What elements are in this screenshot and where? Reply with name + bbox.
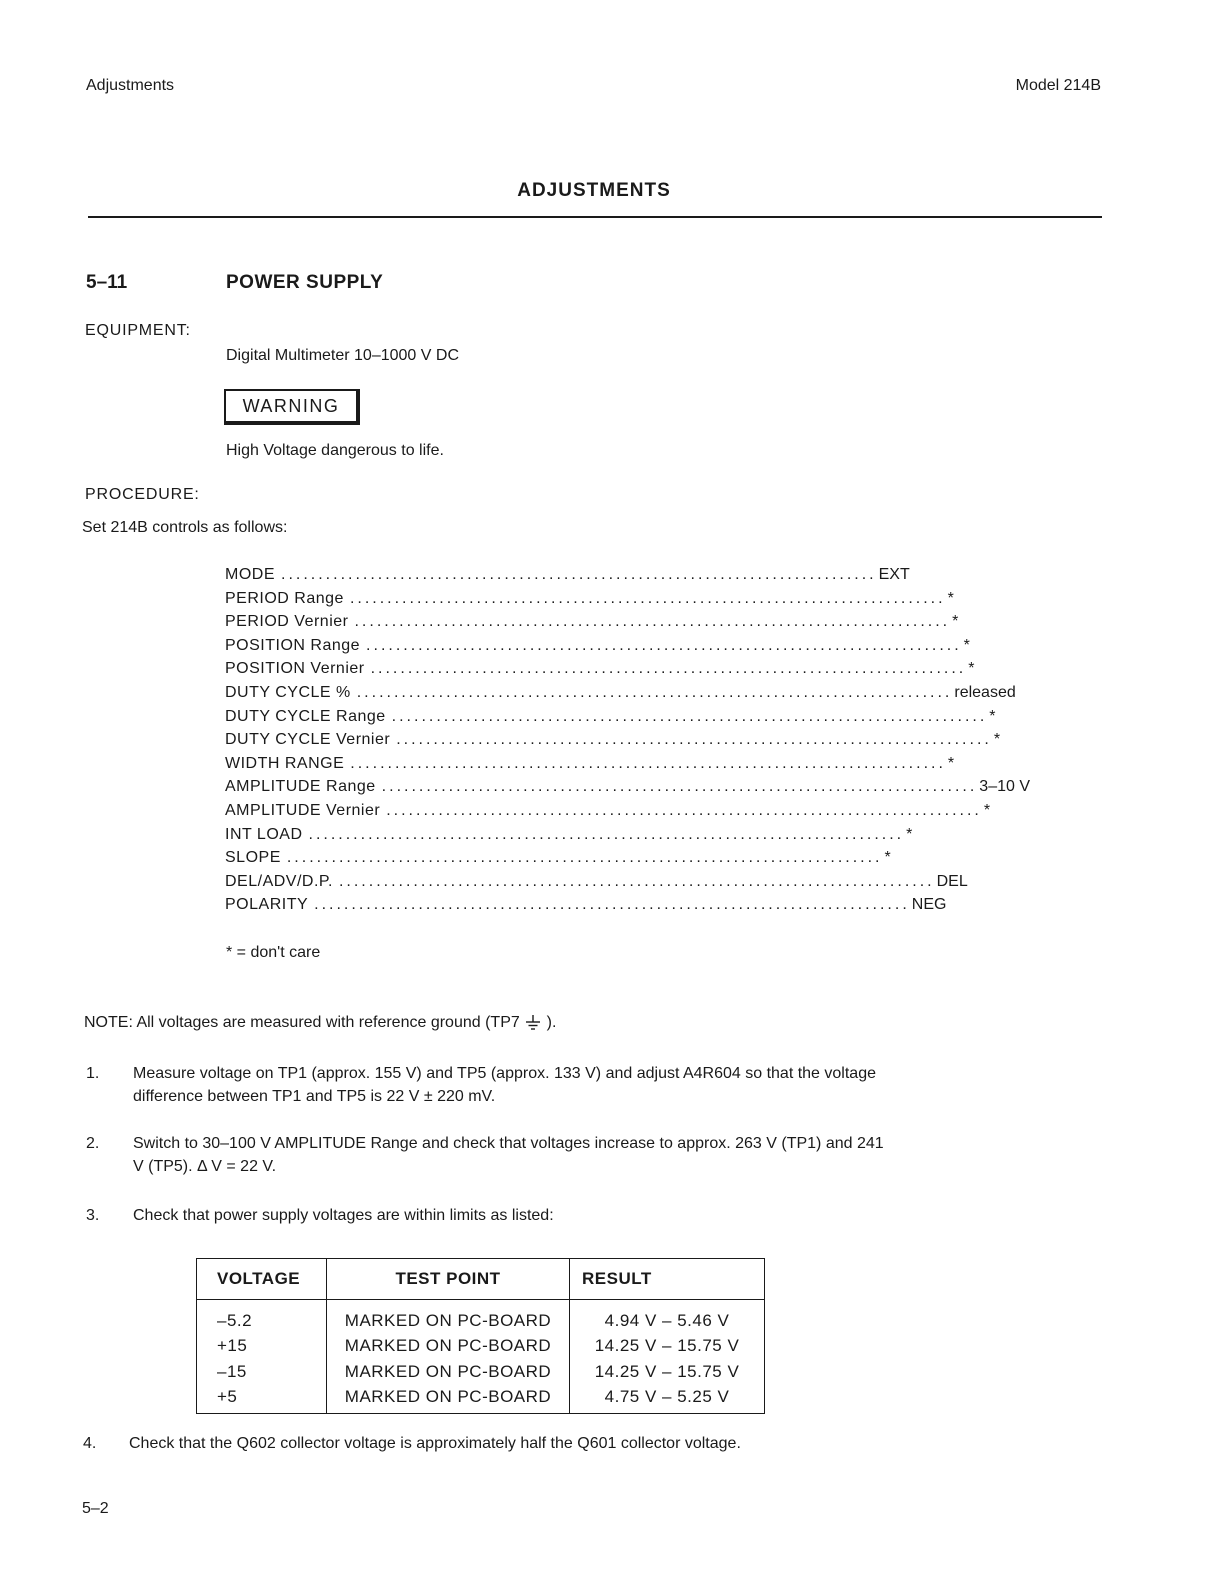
test-point-cell: MARKED ON PC-BOARD xyxy=(327,1359,570,1385)
control-row xyxy=(225,563,910,587)
control-row xyxy=(225,705,996,729)
table-row xyxy=(197,1334,765,1360)
control-value: * xyxy=(993,731,1001,749)
control-name: POSITION Vernier xyxy=(225,660,365,678)
column-header: RESULT xyxy=(570,1259,765,1300)
leader-dots: ................................................................................ xyxy=(349,589,946,607)
control-name: MODE xyxy=(225,566,275,583)
voltage-cell: +5 xyxy=(197,1385,327,1414)
section-title: POWER SUPPLY xyxy=(226,272,384,293)
note-suffix: ). xyxy=(546,1014,557,1032)
equipment-item: Digital Multimeter 10–1000 V DC xyxy=(226,347,459,364)
control-value: * xyxy=(963,636,970,654)
column-header: TEST POINT xyxy=(327,1259,570,1300)
step-text: Switch to 30–100 V AMPLITUDE Range and check that voltages increase to approx. 263 V (TP1) and 241 V (TP5). Δ V = 22 V. xyxy=(133,1135,884,1175)
step-text: Check that power supply voltages are within limits as listed: xyxy=(133,1207,554,1224)
warning-text: High Voltage dangerous to life. xyxy=(226,442,444,459)
table-row xyxy=(197,1300,765,1334)
control-name: AMPLITUDE Range xyxy=(225,778,376,796)
procedure-step xyxy=(83,1432,903,1458)
control-name: SLOPE xyxy=(225,849,281,867)
procedure-label: PROCEDURE: xyxy=(85,486,200,503)
procedure-step xyxy=(86,1132,906,1182)
control-row xyxy=(225,823,913,847)
result-cell: 14.25 V – 15.75 V xyxy=(570,1334,765,1360)
control-name: DUTY CYCLE % xyxy=(225,683,351,701)
control-settings-list xyxy=(225,563,1031,917)
page-title: ADJUSTMENTS xyxy=(517,180,671,201)
result-cell: 14.25 V – 15.75 V xyxy=(570,1359,765,1385)
control-row xyxy=(225,775,1031,799)
page-number: 5–2 xyxy=(82,1500,109,1517)
test-point-cell: MARKED ON PC-BOARD xyxy=(327,1334,570,1360)
control-row xyxy=(225,893,947,917)
control-value: DEL xyxy=(936,872,968,890)
title-divider xyxy=(88,216,1102,218)
control-name: AMPLITUDE Vernier xyxy=(225,801,381,819)
section-number: 5–11 xyxy=(86,272,128,293)
voltage-limits-table xyxy=(196,1258,765,1414)
control-name: PERIOD Range xyxy=(225,589,344,607)
step-number: 3. xyxy=(86,1207,100,1224)
control-name: PERIOD Vernier xyxy=(225,613,349,631)
control-row xyxy=(225,728,1001,752)
running-header-right: Model 214B xyxy=(1015,77,1101,94)
leader-dots: ................................................................................ xyxy=(381,778,978,796)
note-text: NOTE: All voltages are measured with reference ground (TP7 xyxy=(84,1014,520,1032)
control-row xyxy=(225,799,991,823)
control-value: * xyxy=(884,849,891,867)
leader-dots: ................................................................................ xyxy=(366,636,962,654)
control-name: WIDTH RANGE xyxy=(225,754,345,772)
dont-care-footnote: * = don't care xyxy=(226,944,321,961)
step-number: 1. xyxy=(86,1065,100,1082)
voltage-cell: –15 xyxy=(197,1359,327,1385)
test-point-cell: MARKED ON PC-BOARD xyxy=(327,1300,570,1334)
control-value: 3–10 V xyxy=(979,778,1031,796)
control-name: INT LOAD xyxy=(225,825,303,843)
column-header: VOLTAGE xyxy=(197,1259,327,1300)
procedure-step xyxy=(86,1062,906,1112)
leader-dots: ................................................................................ xyxy=(281,566,877,583)
voltage-cell: +15 xyxy=(197,1334,327,1360)
leader-dots: ................................................................................ xyxy=(396,731,992,749)
voltage-cell: –5.2 xyxy=(197,1300,327,1334)
step-number: 2. xyxy=(86,1135,100,1152)
table-header-row xyxy=(197,1259,765,1300)
control-name: DUTY CYCLE Range xyxy=(225,707,386,725)
control-row xyxy=(225,610,959,634)
control-row xyxy=(225,657,975,681)
result-cell: 4.75 V – 5.25 V xyxy=(570,1385,765,1414)
control-row xyxy=(225,870,968,894)
control-value: * xyxy=(947,589,954,607)
control-value: * xyxy=(989,707,996,725)
table-row xyxy=(197,1359,765,1385)
control-value: * xyxy=(947,754,955,772)
control-row xyxy=(225,846,891,870)
result-cell: 4.94 V – 5.46 V xyxy=(570,1300,765,1334)
leader-dots: ................................................................................ xyxy=(308,825,905,843)
procedure-step xyxy=(86,1204,906,1230)
step-text: Check that the Q602 collector voltage is approximately half the Q601 collector voltage. xyxy=(129,1435,741,1452)
leader-dots: ................................................................................ xyxy=(338,872,935,890)
control-value: * xyxy=(983,801,991,819)
procedure-intro: Set 214B controls as follows: xyxy=(82,519,288,536)
leader-dots: ................................................................................ xyxy=(386,801,982,819)
leader-dots: ................................................................................ xyxy=(356,683,953,701)
control-value: EXT xyxy=(878,566,910,583)
control-name: DUTY CYCLE Vernier xyxy=(225,731,391,749)
table-row xyxy=(197,1385,765,1414)
control-value: * xyxy=(906,825,913,843)
control-name: POSITION Range xyxy=(225,636,361,654)
control-row xyxy=(225,634,970,658)
control-value: released xyxy=(954,683,1016,701)
leader-dots: ................................................................................ xyxy=(314,896,910,914)
control-row xyxy=(225,752,955,776)
control-value: NEG xyxy=(911,896,947,914)
test-point-cell: MARKED ON PC-BOARD xyxy=(327,1385,570,1414)
measurement-note xyxy=(84,1014,556,1032)
control-value: * xyxy=(968,660,975,678)
leader-dots: ................................................................................ xyxy=(286,849,883,867)
control-row xyxy=(225,587,954,611)
control-row xyxy=(225,681,1016,705)
control-name: POLARITY xyxy=(225,896,309,914)
leader-dots: ................................................................................ xyxy=(350,754,946,772)
running-header-left: Adjustments xyxy=(86,77,175,94)
leader-dots: ................................................................................ xyxy=(354,613,951,631)
leader-dots: ................................................................................ xyxy=(370,660,967,678)
ground-symbol-icon xyxy=(524,1014,542,1032)
warning-box xyxy=(224,389,360,425)
equipment-label: EQUIPMENT: xyxy=(85,322,191,339)
step-text: Measure voltage on TP1 (approx. 155 V) and TP5 (approx. 133 V) and adjust A4R604 so that the voltage difference between TP1 and TP5 is 22 V ± 220 mV. xyxy=(133,1065,876,1105)
step-number: 4. xyxy=(83,1435,97,1452)
warning-label: WARNING xyxy=(242,395,340,416)
control-value: * xyxy=(952,613,959,631)
control-name: DEL/ADV/D.P. xyxy=(225,872,333,890)
leader-dots: ................................................................................ xyxy=(391,707,988,725)
